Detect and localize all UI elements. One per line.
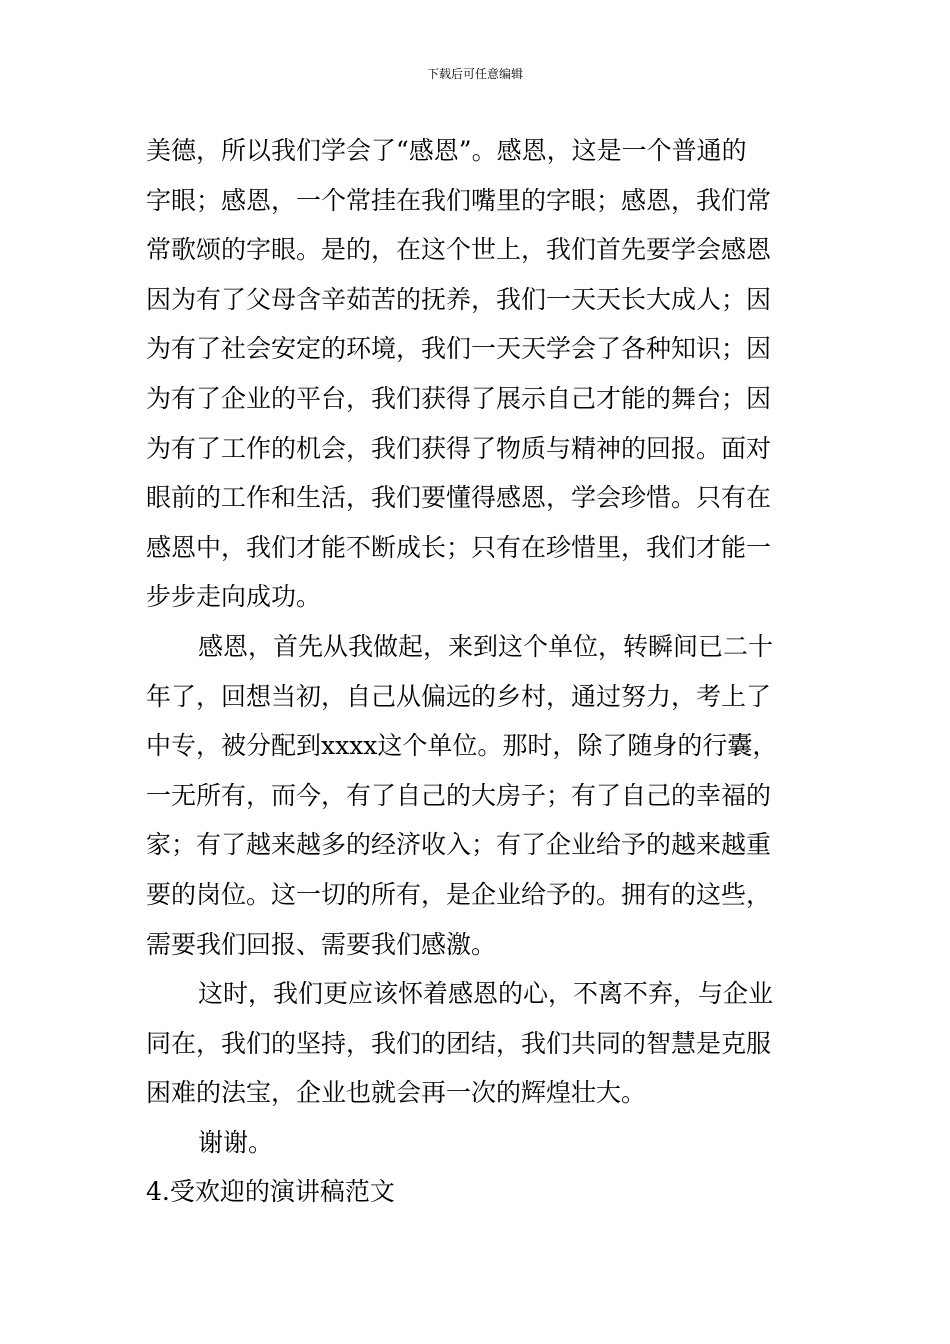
text-line: 感恩中，我们才能不断成长；只有在珍惜里，我们才能一 [146, 532, 772, 562]
text-line: 4.受欢迎的演讲稿范文 [146, 1177, 395, 1207]
page-header: 下载后可任意编辑 [426, 67, 523, 81]
text-line: 眼前的工作和生活，我们要懂得感恩，学会珍惜。只有在 [146, 483, 772, 513]
text-line: 为有了社会安定的环境，我们一天天学会了各种知识；因 [146, 334, 772, 364]
text-line: 一无所有，而今，有了自己的大房子；有了自己的幸福的 [146, 780, 772, 810]
text-line: 步步走向成功。 [146, 582, 322, 612]
text-line: 字眼；感恩，一个常挂在我们嘴里的字眼；感恩，我们常 [146, 185, 772, 215]
text-line: 因为有了父母含辛茹苦的抚养，我们一天天长大成人；因 [146, 284, 772, 314]
text-line: 要的岗位。这一切的所有，是企业给予的。拥有的这些， [146, 879, 772, 909]
text-line: 这时，我们更应该怀着感恩的心，不离不弃，与企业 [198, 979, 774, 1009]
text-line: 常歌颂的字眼。是的，在这个世上，我们首先要学会感恩 [146, 235, 772, 265]
text-line: 美德，所以我们学会了“感恩”。感恩，这是一个普通的 [146, 136, 747, 165]
text-line: 谢谢。 [198, 1127, 274, 1157]
text-line: 家；有了越来越多的经济收入；有了企业给予的越来越重 [146, 830, 772, 860]
text-line: 年了，回想当初，自己从偏远的乡村，通过努力，考上了 [146, 681, 772, 711]
text-line: 为有了工作的机会，我们获得了物质与精神的回报。面对 [146, 433, 772, 463]
text-line: 同在，我们的坚持，我们的团结，我们共同的智慧是克服 [146, 1028, 772, 1058]
text-line: 困难的法宝，企业也就会再一次的辉煌壮大。 [146, 1078, 647, 1108]
text-line: 感恩，首先从我做起，来到这个单位，转瞬间已二十 [198, 631, 774, 661]
text-line: 中专，被分配到xxxx这个单位。那时，除了随身的行囊， [146, 731, 778, 761]
text-line: 为有了企业的平台，我们获得了展示自己才能的舞台；因 [146, 383, 772, 413]
text-line: 需要我们回报、需要我们感激。 [146, 929, 497, 959]
document-body [146, 126, 808, 1217]
